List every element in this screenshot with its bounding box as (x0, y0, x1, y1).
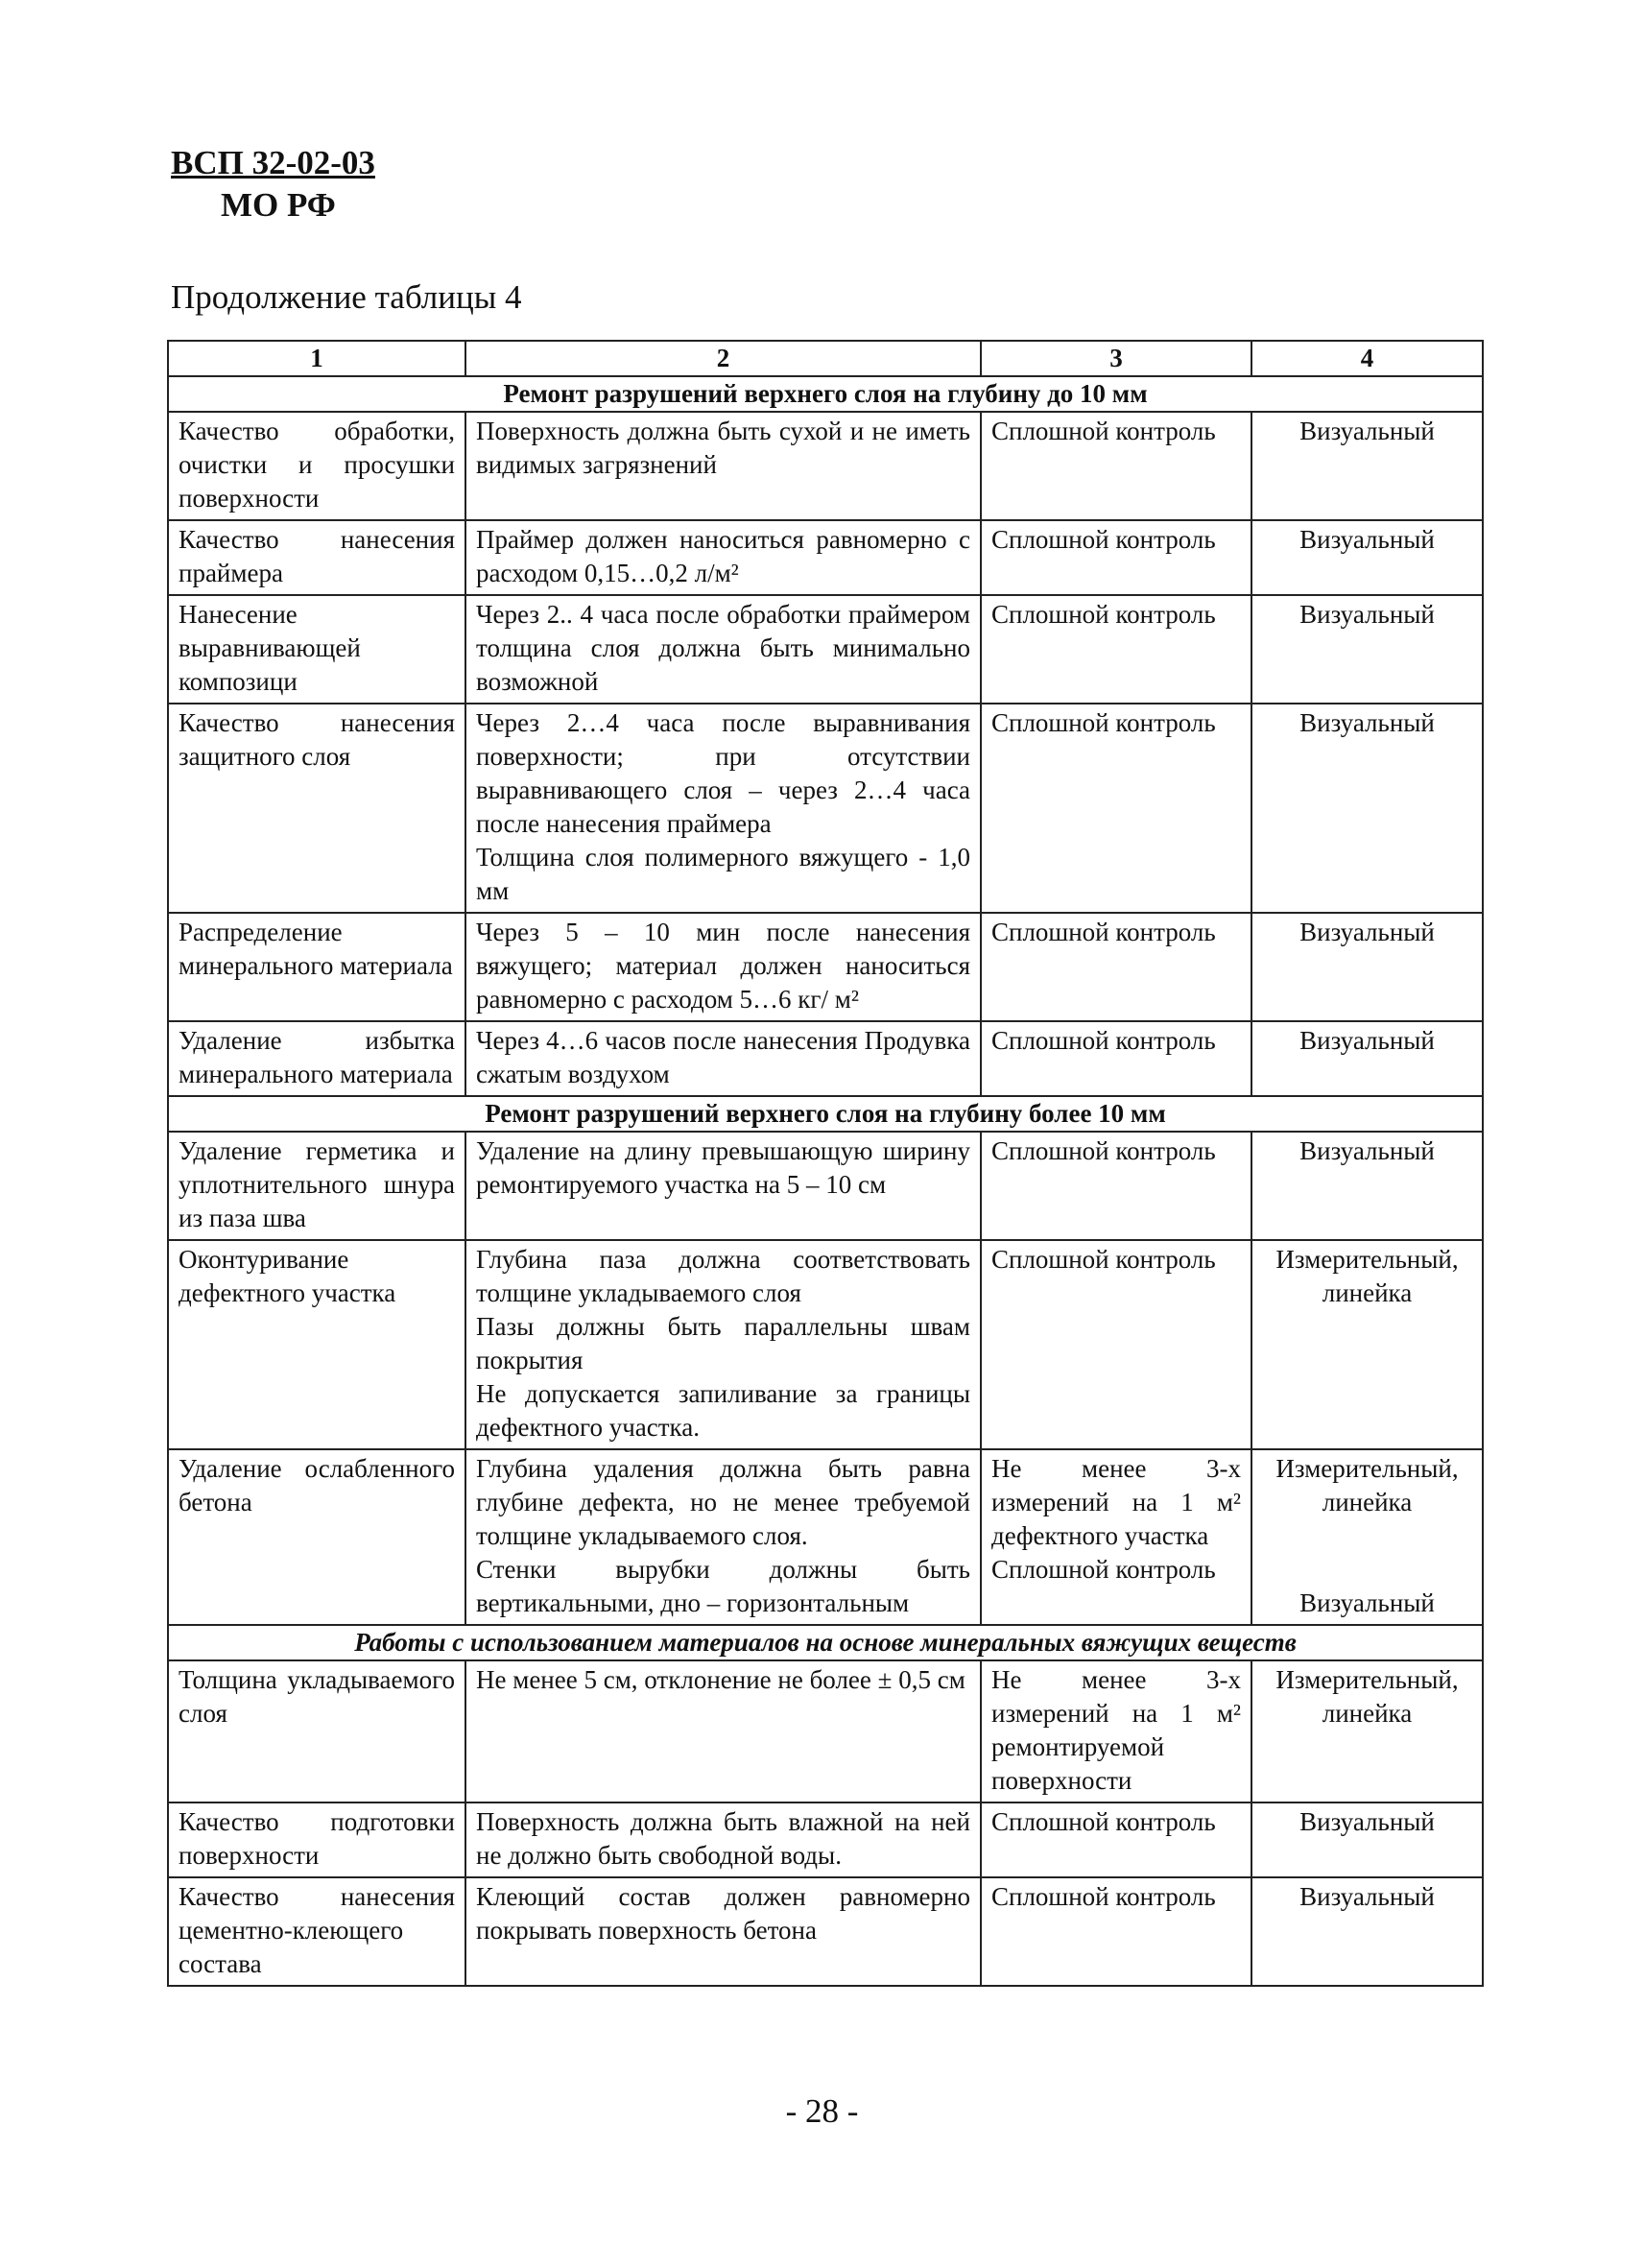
operation-cell: Удаление избытка минерального материала (168, 1021, 465, 1096)
requirement-cell (465, 1660, 981, 1802)
requirement-cell (465, 1449, 981, 1625)
cell-paragraph: Визуальный (1299, 1136, 1435, 1165)
section-header-row (168, 376, 1483, 412)
cell-paragraph: Визуальный (1299, 1807, 1435, 1836)
cell-paragraph: Глубина удаления должна быть равна глубине дефекта, но не менее требуемой толщине укладываемого слоя. (476, 1454, 970, 1550)
operation-cell: Распределение минерального материала (168, 913, 465, 1021)
operation-cell: Удаление ослабленного бетона (168, 1449, 465, 1625)
cell-paragraph: Сплошной контроль (991, 708, 1216, 737)
control-scope-cell (981, 1021, 1251, 1096)
control-method-cell (1251, 412, 1483, 520)
column-number: 4 (1251, 341, 1483, 376)
control-method-cell (1251, 520, 1483, 595)
page-number: - 28 - (785, 2092, 859, 2130)
document-header (171, 142, 375, 227)
requirement-cell (465, 1877, 981, 1986)
requirement-cell (465, 1240, 981, 1449)
control-scope-cell (981, 1660, 1251, 1802)
operation-cell: Качество нанесения праймера (168, 520, 465, 595)
section-title: Ремонт разрушений верхнего слоя на глубину более 10 мм (168, 1096, 1483, 1132)
control-scope-cell (981, 1877, 1251, 1986)
requirement-cell (465, 913, 981, 1021)
cell-paragraph: Через 2.. 4 часа после обработки праймером толщина слоя должна быть минимально возможной (476, 600, 970, 696)
requirement-cell (465, 704, 981, 913)
column-number: 2 (465, 341, 981, 376)
table-row (168, 1021, 1483, 1096)
section-title: Ремонт разрушений верхнего слоя на глубину до 10 мм (168, 376, 1483, 412)
control-scope-cell (981, 1802, 1251, 1877)
cell-paragraph: Поверхность должна быть влажной на ней не должно быть свободной воды. (476, 1807, 970, 1870)
table-row (168, 1449, 1483, 1625)
control-scope-cell (981, 704, 1251, 913)
column-number: 3 (981, 341, 1251, 376)
operation-cell: Нанесение выравнивающей композици (168, 595, 465, 704)
cell-paragraph: Визуальный (1299, 1588, 1435, 1617)
table-row (168, 1132, 1483, 1240)
operation-cell: Качество нанесения цементно-клеющего состава (168, 1877, 465, 1986)
operation-cell: Качество нанесения защитного слоя (168, 704, 465, 913)
operation-cell: Оконтуривание дефектного участка (168, 1240, 465, 1449)
column-number-row (168, 341, 1483, 376)
cell-paragraph: Не менее 3-х измерений на 1 м² дефектного участка (991, 1454, 1241, 1550)
control-method-cell (1251, 1132, 1483, 1240)
cell-paragraph: Сплошной контроль (991, 1882, 1216, 1911)
requirement-cell (465, 520, 981, 595)
cell-paragraph: Визуальный (1299, 525, 1435, 554)
control-method-cell (1251, 1449, 1483, 1625)
cell-paragraph: Визуальный (1299, 708, 1435, 737)
table-caption: Продолжение таблицы 4 (171, 278, 522, 316)
control-method-cell (1251, 1802, 1483, 1877)
table-row (168, 595, 1483, 704)
cell-paragraph: Сплошной контроль (991, 1245, 1216, 1274)
section-header-row (168, 1096, 1483, 1132)
cell-paragraph: Визуальный (1299, 600, 1435, 629)
control-scope-cell (981, 595, 1251, 704)
cell-paragraph: Измерительный, линейка (1275, 1245, 1459, 1307)
section-title: Работы с использованием материалов на основе минеральных вяжущих веществ (168, 1625, 1483, 1660)
cell-paragraph: Сплошной контроль (991, 600, 1216, 629)
requirement-cell (465, 412, 981, 520)
control-method-cell (1251, 1877, 1483, 1986)
column-number: 1 (168, 341, 465, 376)
cell-paragraph: Не менее 3-х измерений на 1 м² ремонтируемой поверхности (991, 1665, 1241, 1795)
document-code: ВСП 32-02-03 (171, 144, 375, 181)
control-method-cell (1251, 1240, 1483, 1449)
control-method-cell (1251, 704, 1483, 913)
cell-paragraph: Пазы должны быть параллельны швам покрытия (476, 1312, 970, 1374)
control-table (167, 340, 1484, 1987)
cell-paragraph: Сплошной контроль (991, 1136, 1216, 1165)
cell-paragraph: Визуальный (1299, 1026, 1435, 1055)
cell-paragraph: Клеющий состав должен равномерно покрывать поверхность бетона (476, 1882, 970, 1945)
requirement-cell (465, 1802, 981, 1877)
cell-paragraph: Измерительный, линейка (1275, 1665, 1459, 1728)
cell-paragraph: Через 4…6 часов после нанесения Продувка сжатым воздухом (476, 1026, 970, 1088)
cell-paragraph: Визуальный (1299, 1882, 1435, 1911)
table-row (168, 1240, 1483, 1449)
requirement-cell (465, 1132, 981, 1240)
cell-paragraph: Не допускается запиливание за границы дефектного участка. (476, 1379, 970, 1442)
requirement-cell (465, 595, 981, 704)
document-organization: МО РФ (221, 186, 336, 224)
table-row (168, 520, 1483, 595)
cell-paragraph: Глубина паза должна соответствовать толщине укладываемого слоя (476, 1245, 970, 1307)
cell-paragraph: Через 5 – 10 мин после нанесения вяжущего; материал должен наноситься равномерно с расходом 5…6 кг/ м² (476, 918, 970, 1014)
cell-paragraph: Сплошной контроль (991, 918, 1216, 946)
requirement-cell (465, 1021, 981, 1096)
control-method-cell (1251, 1660, 1483, 1802)
table-row (168, 1660, 1483, 1802)
table-row (168, 1802, 1483, 1877)
cell-paragraph: Через 2…4 часа после выравнивания поверхности; при отсутствии выравнивающего слоя – через 2…4 часа после нанесения праймера (476, 708, 970, 838)
control-method-cell (1251, 1021, 1483, 1096)
operation-cell: Качество обработки, очистки и просушки поверхности (168, 412, 465, 520)
cell-paragraph: Визуальный (1299, 417, 1435, 445)
operation-cell: Качество подготовки поверхности (168, 1802, 465, 1877)
cell-paragraph: Стенки вырубки должны быть вертикальными, дно – горизонтальным (476, 1555, 970, 1617)
table-row (168, 1877, 1483, 1986)
control-scope-cell (981, 412, 1251, 520)
cell-paragraph: Сплошной контроль (991, 1555, 1216, 1584)
table-row (168, 913, 1483, 1021)
cell-paragraph: Толщина слоя полимерного вяжущего - 1,0 мм (476, 843, 970, 905)
table-row (168, 412, 1483, 520)
cell-paragraph: Визуальный (1299, 918, 1435, 946)
cell-paragraph: Сплошной контроль (991, 1807, 1216, 1836)
control-method-cell (1251, 595, 1483, 704)
control-scope-cell (981, 913, 1251, 1021)
section-header-row (168, 1625, 1483, 1660)
table-row (168, 704, 1483, 913)
cell-paragraph: Не менее 5 см, отклонение не более ± 0,5 см (476, 1665, 965, 1694)
cell-paragraph: Праймер должен наноситься равномерно с расходом 0,15…0,2 л/м² (476, 525, 970, 587)
control-scope-cell (981, 1240, 1251, 1449)
cell-paragraph: Удаление на длину превышающую ширину ремонтируемого участка на 5 – 10 см (476, 1136, 970, 1199)
cell-paragraph: Сплошной контроль (991, 417, 1216, 445)
cell-paragraph: Измерительный, линейка (1275, 1454, 1459, 1516)
operation-cell: Толщина укладываемого слоя (168, 1660, 465, 1802)
cell-paragraph: Сплошной контроль (991, 1026, 1216, 1055)
control-scope-cell (981, 1449, 1251, 1625)
control-scope-cell (981, 520, 1251, 595)
operation-cell: Удаление герметика и уплотнительного шнура из паза шва (168, 1132, 465, 1240)
control-method-cell (1251, 913, 1483, 1021)
control-scope-cell (981, 1132, 1251, 1240)
cell-paragraph: Сплошной контроль (991, 525, 1216, 554)
cell-paragraph: Поверхность должна быть сухой и не иметь видимых загрязнений (476, 417, 970, 479)
